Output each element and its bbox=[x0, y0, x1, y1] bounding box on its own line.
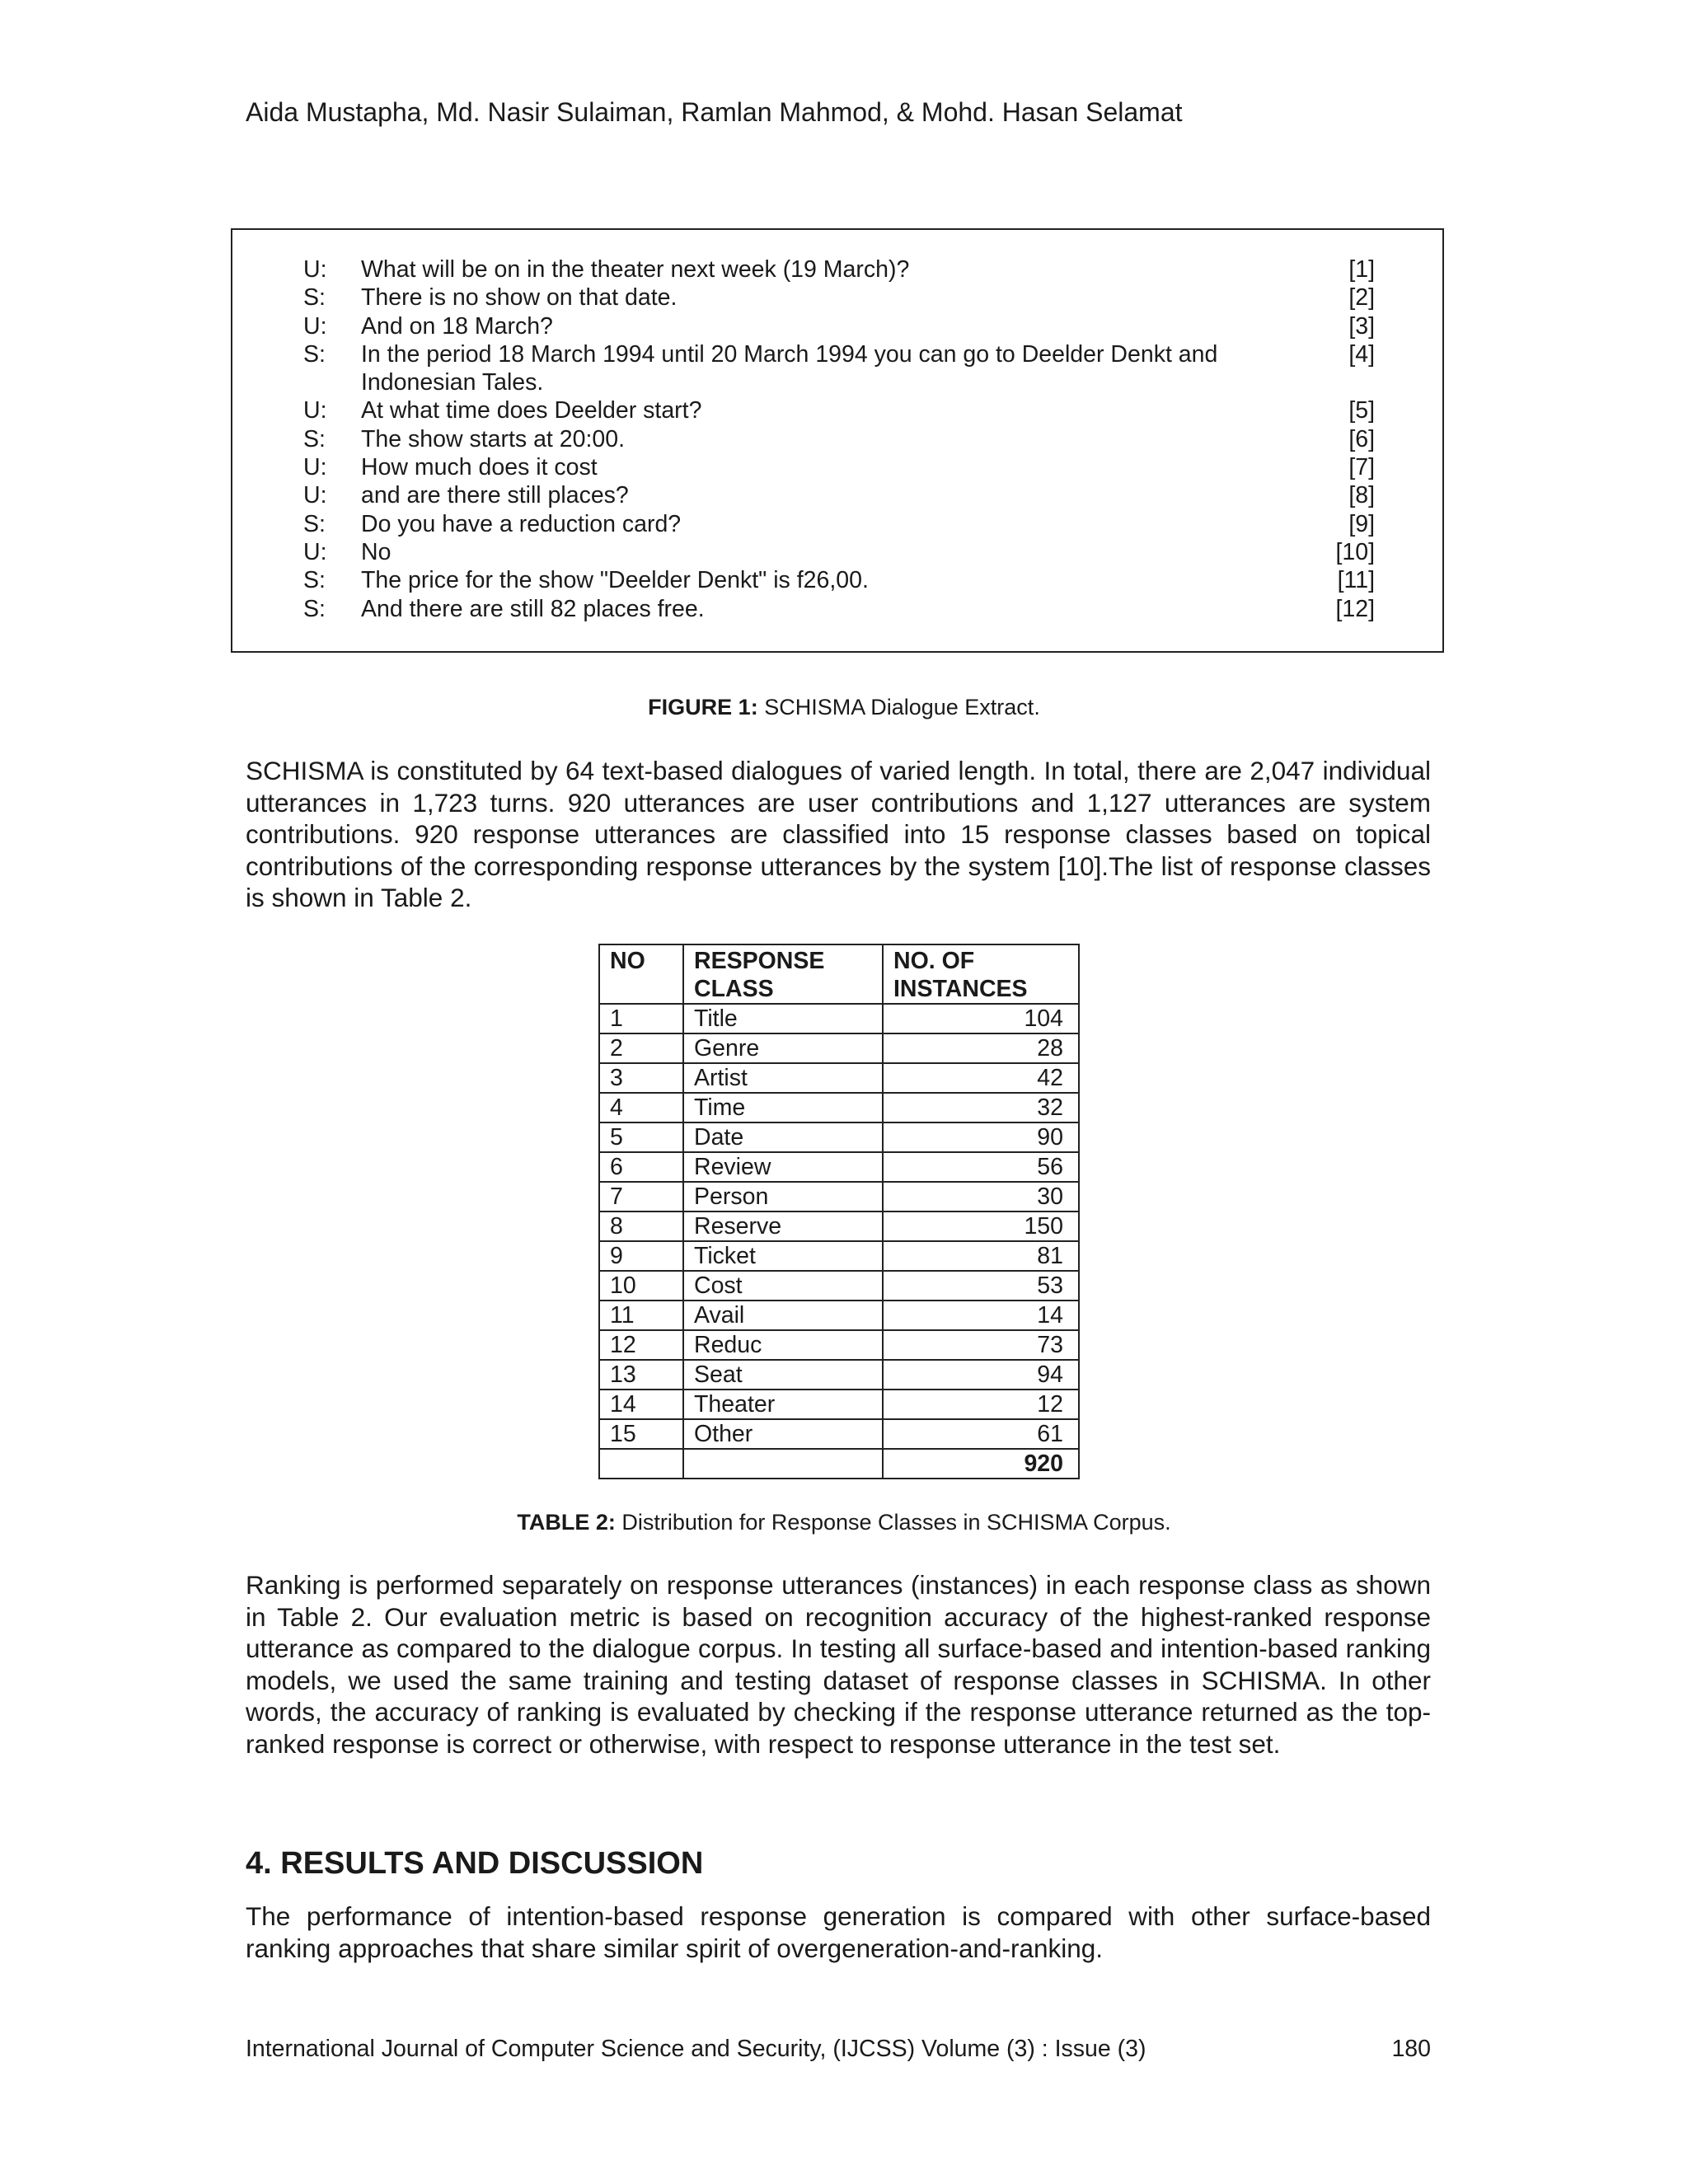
cell-no: 7 bbox=[599, 1182, 683, 1212]
utterance-text: There is no show on that date. bbox=[361, 284, 678, 312]
dialogue-line bbox=[303, 425, 1375, 453]
utterance-ref: [5] bbox=[1348, 397, 1375, 424]
running-header: Aida Mustapha, Md. Nasir Sulaiman, Ramlan Mahmod, & Mohd. Hasan Selamat bbox=[246, 97, 1183, 127]
header-instances: NO. OF INSTANCES bbox=[883, 944, 1079, 1004]
cell-instances: 32 bbox=[883, 1093, 1079, 1122]
utterance-text: How much does it cost bbox=[361, 454, 598, 481]
utterance-ref: [7] bbox=[1348, 454, 1375, 481]
cell-instances: 28 bbox=[883, 1033, 1079, 1063]
utterance-text: And on 18 March? bbox=[361, 312, 553, 340]
table-row bbox=[599, 1093, 1079, 1122]
cell-no: 12 bbox=[599, 1330, 683, 1360]
cell-class: Cost bbox=[683, 1271, 883, 1301]
cell-class: Reduc bbox=[683, 1330, 883, 1360]
utterance-ref: [3] bbox=[1348, 312, 1375, 340]
header-response-class: RESPONSE CLASS bbox=[683, 944, 883, 1004]
speaker-label: U: bbox=[303, 538, 327, 565]
figure-caption bbox=[0, 695, 1688, 720]
speaker-label: S: bbox=[303, 425, 326, 452]
table-row bbox=[599, 1301, 1079, 1330]
cell-no: 3 bbox=[599, 1063, 683, 1093]
cell-class: Review bbox=[683, 1152, 883, 1182]
cell-class: Person bbox=[683, 1182, 883, 1212]
table-row bbox=[599, 1390, 1079, 1419]
dialogue-line bbox=[303, 340, 1375, 397]
dialogue-line bbox=[303, 312, 1375, 340]
table-row bbox=[599, 1182, 1079, 1212]
cell-class: Theater bbox=[683, 1390, 883, 1419]
dialogue-line bbox=[303, 284, 1375, 312]
cell-class: Artist bbox=[683, 1063, 883, 1093]
cell-empty bbox=[599, 1449, 683, 1479]
cell-instances: 56 bbox=[883, 1152, 1079, 1182]
cell-no: 9 bbox=[599, 1241, 683, 1271]
dialogue-line bbox=[303, 396, 1375, 424]
cell-no: 15 bbox=[599, 1419, 683, 1449]
cell-class: Date bbox=[683, 1122, 883, 1152]
cell-instances: 94 bbox=[883, 1360, 1079, 1390]
response-class-table bbox=[598, 944, 1080, 1479]
paragraph-corpus: SCHISMA is constituted by 64 text-based dialogues of varied length. In total, there are 2,047 individual utterances in 1,723 turns. 920 utterances are user contributions and 1,127 utterances are system contributions. 920 response utterances are classified into 15 response classes based on topical contributions of the corresponding response utterances by the system [10].The list of response classes is shown in Table 2. bbox=[246, 756, 1431, 912]
dialogue-line bbox=[303, 255, 1375, 284]
table-row bbox=[599, 1033, 1079, 1063]
cell-no: 5 bbox=[599, 1122, 683, 1152]
utterance-ref: [4] bbox=[1348, 340, 1375, 368]
table-row bbox=[599, 1271, 1079, 1301]
dialogue-line bbox=[303, 566, 1375, 594]
figure-caption-label: FIGURE 1: bbox=[648, 695, 758, 719]
cell-instances: 53 bbox=[883, 1271, 1079, 1301]
cell-no: 2 bbox=[599, 1033, 683, 1063]
table-row bbox=[599, 1063, 1079, 1093]
section-heading: 4. RESULTS AND DISCUSSION bbox=[246, 1846, 704, 1881]
cell-class: Other bbox=[683, 1419, 883, 1449]
cell-no: 10 bbox=[599, 1271, 683, 1301]
cell-class: Seat bbox=[683, 1360, 883, 1390]
cell-instances: 81 bbox=[883, 1241, 1079, 1271]
dialogue-line bbox=[303, 595, 1375, 623]
cell-instances: 73 bbox=[883, 1330, 1079, 1360]
cell-instances: 14 bbox=[883, 1301, 1079, 1330]
table-row bbox=[599, 1241, 1079, 1271]
cell-no: 8 bbox=[599, 1212, 683, 1241]
cell-instances: 30 bbox=[883, 1182, 1079, 1212]
dialogue-line bbox=[303, 453, 1375, 481]
utterance-ref: [10] bbox=[1335, 538, 1375, 565]
cell-total: 920 bbox=[883, 1449, 1079, 1479]
cell-empty bbox=[683, 1449, 883, 1479]
table-row bbox=[599, 1212, 1079, 1241]
utterance-ref: [12] bbox=[1335, 595, 1375, 622]
header-no: NO bbox=[599, 944, 683, 1004]
cell-class: Time bbox=[683, 1093, 883, 1122]
utterance-text: The show starts at 20:00. bbox=[361, 425, 625, 452]
utterance-ref: [6] bbox=[1348, 425, 1375, 452]
cell-class: Ticket bbox=[683, 1241, 883, 1271]
cell-no: 1 bbox=[599, 1004, 683, 1033]
utterance-text: In the period 18 March 1994 until 20 March 1994 you can go to Deelder Denkt and Indonesian Tales. bbox=[361, 340, 1218, 396]
dialogue-extract bbox=[303, 255, 1375, 623]
table-row bbox=[599, 1152, 1079, 1182]
cell-class: Title bbox=[683, 1004, 883, 1033]
utterance-ref: [2] bbox=[1348, 284, 1375, 312]
table-row bbox=[599, 1360, 1079, 1390]
footer-journal: International Journal of Computer Science and Security, (IJCSS) Volume (3) : Issue (3) bbox=[246, 2036, 1146, 2062]
speaker-label: S: bbox=[303, 510, 326, 537]
utterance-ref: [8] bbox=[1348, 482, 1375, 509]
table-row bbox=[599, 1122, 1079, 1152]
speaker-label: S: bbox=[303, 567, 326, 594]
speaker-label: U: bbox=[303, 312, 327, 340]
cell-class: Genre bbox=[683, 1033, 883, 1063]
paragraph-ranking: Ranking is performed separately on response utterances (instances) in each response class as shown in Table 2. Our evaluation metric is based on recognition accuracy of the highest-ranked response utterance as compared to the dialogue corpus. In testing all surface-based and intention-based ranking models, we used the same training and testing dataset of response classes in SCHISMA. In other words, the accuracy of ranking is evaluated by checking if the response utterance returned as the top-ranked response is correct or otherwise, with respect to response utterance in the test set. bbox=[246, 1570, 1431, 1759]
cell-no: 14 bbox=[599, 1390, 683, 1419]
speaker-label: U: bbox=[303, 397, 327, 424]
utterance-ref: [11] bbox=[1337, 567, 1375, 594]
utterance-ref: [9] bbox=[1348, 510, 1375, 537]
page-footer bbox=[246, 2036, 1431, 2063]
cell-class: Avail bbox=[683, 1301, 883, 1330]
utterance-text: And there are still 82 places free. bbox=[361, 595, 705, 622]
cell-instances: 104 bbox=[883, 1004, 1079, 1033]
cell-instances: 61 bbox=[883, 1419, 1079, 1449]
cell-no: 11 bbox=[599, 1301, 683, 1330]
table-row bbox=[599, 1419, 1079, 1449]
paragraph-results: The performance of intention-based response generation is compared with other surface-based ranking approaches that share similar spirit of overgeneration-and-ranking. bbox=[246, 1901, 1431, 1963]
dialogue-line bbox=[303, 510, 1375, 538]
utterance-text: and are there still places? bbox=[361, 482, 629, 509]
table-caption-label: TABLE 2: bbox=[517, 1510, 616, 1535]
table-header-row bbox=[599, 944, 1079, 1004]
speaker-label: S: bbox=[303, 595, 326, 622]
utterance-text: What will be on in the theater next week (19 March)? bbox=[361, 256, 910, 283]
utterance-text: Do you have a reduction card? bbox=[361, 510, 682, 537]
table-row bbox=[599, 1330, 1079, 1360]
table-caption bbox=[0, 1510, 1688, 1535]
table-caption-text: Distribution for Response Classes in SCHISMA Corpus. bbox=[615, 1510, 1171, 1535]
dialogue-line bbox=[303, 481, 1375, 509]
page-number: 180 bbox=[1391, 2036, 1431, 2062]
speaker-label: U: bbox=[303, 454, 327, 481]
cell-no: 4 bbox=[599, 1093, 683, 1122]
table-total-row bbox=[599, 1449, 1079, 1479]
utterance-text: At what time does Deelder start? bbox=[361, 397, 702, 424]
table-row bbox=[599, 1004, 1079, 1033]
cell-instances: 42 bbox=[883, 1063, 1079, 1093]
figure-caption-text: SCHISMA Dialogue Extract. bbox=[757, 695, 1040, 719]
utterance-ref: [1] bbox=[1348, 256, 1375, 283]
speaker-label: S: bbox=[303, 340, 326, 368]
speaker-label: U: bbox=[303, 256, 327, 283]
cell-no: 13 bbox=[599, 1360, 683, 1390]
utterance-text: No bbox=[361, 538, 392, 565]
utterance-text: The price for the show "Deelder Denkt" is f26,00. bbox=[361, 567, 869, 594]
cell-instances: 12 bbox=[883, 1390, 1079, 1419]
cell-instances: 90 bbox=[883, 1122, 1079, 1152]
cell-class: Reserve bbox=[683, 1212, 883, 1241]
dialogue-line bbox=[303, 538, 1375, 566]
speaker-label: U: bbox=[303, 482, 327, 509]
cell-instances: 150 bbox=[883, 1212, 1079, 1241]
cell-no: 6 bbox=[599, 1152, 683, 1182]
speaker-label: S: bbox=[303, 284, 326, 312]
